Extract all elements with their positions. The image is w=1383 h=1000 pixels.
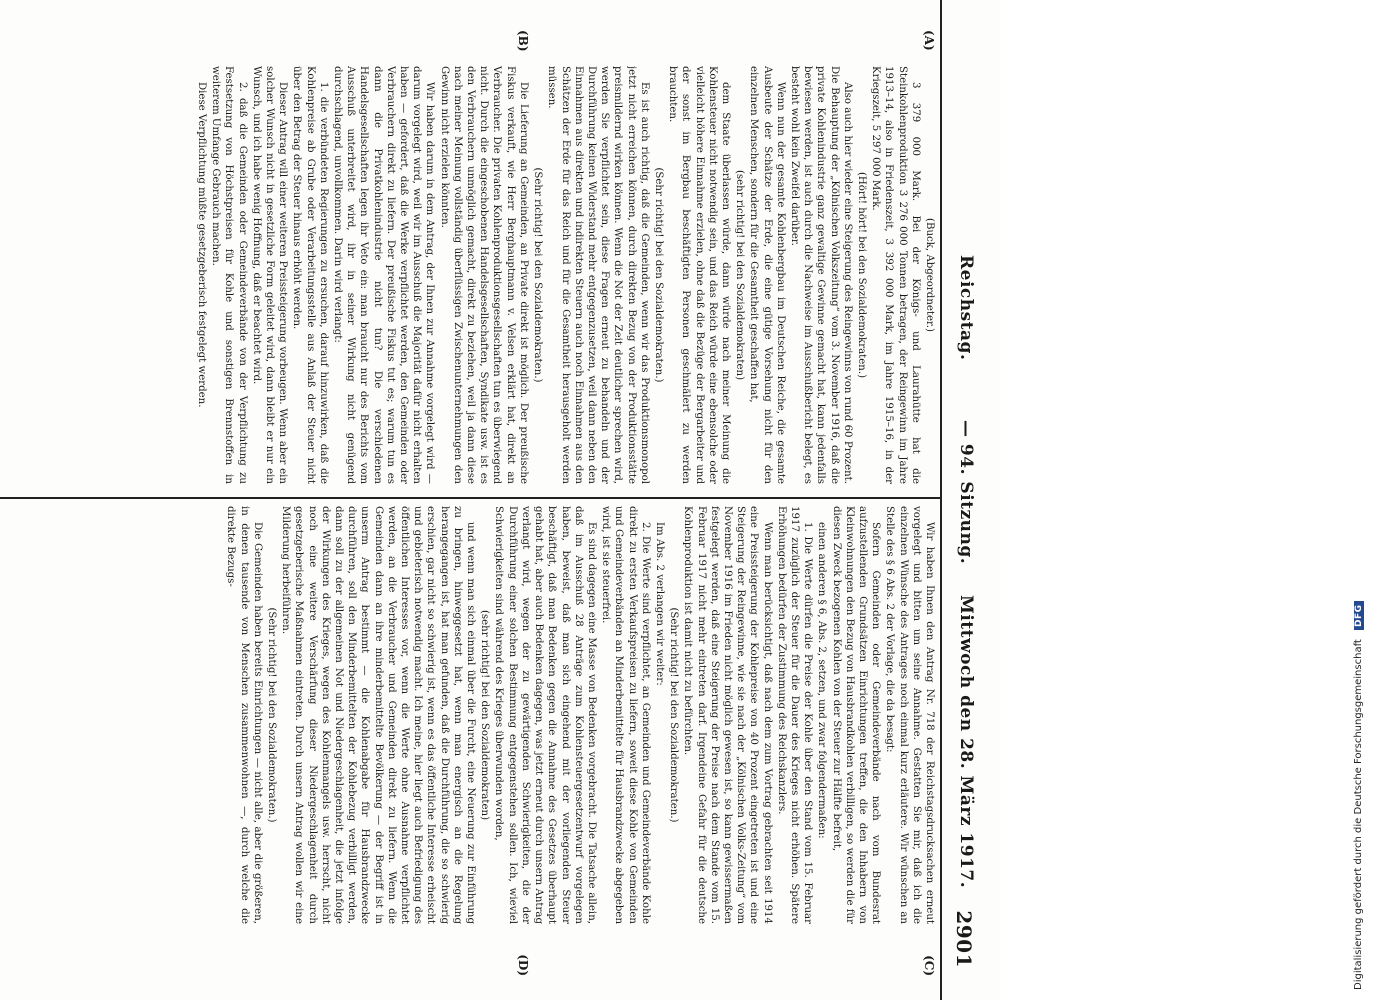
interjection: (sehr richtig! bei den Sozialdemokraten) xyxy=(734,169,746,381)
paragraph: Es ist auch richtig, daß die Gemeinden, wenn wir das Produktionsmonopol jetzt nicht erreichen können, durch direkten Bezug von der Produktionsstätte preismildernd wirken können. Wenn die Not der Zeit deutlicher sprechen wird, werden Sie verpflichtet sein, diese Fragen erneut zu behandeln und der Durchführung keinen Widerstand mehr entgegenzusetzen, weil dann neben den Einnahmen aus direkten und indirekten Steuern auch noch Einnahmen aus den Schätzen der Erde für das Reich und für die Gesamtheit herausgeholt werden müssen. xyxy=(546,66,650,484)
paragraph: Die Lieferung an Gemeinden, an Private direkt ist möglich. Der preußische Fiskus verkauft, wie Herr Berghauptmann v. Velsen erklärt hat, direkt an Verbraucher. Die privaten Kohlenproduktionsgesellschaften tun es überwiegend nicht. Durch die eingeschobenen Handelsgesellschaften, Syndikate usw. ist es den Verbrauchern unmöglich gemacht, direkt zu beziehen, weil ja dann diese nach meiner Meinung vollständig überflüssigen Zwischenunternehmungen den Gewinn nicht erzielen könnten. xyxy=(438,66,529,484)
interjection: (Sehr richtig! bei den Sozialdemokraten.) xyxy=(266,607,278,823)
paragraph: Wenn nun der gesamte Kohlenbergbau im Deutschen Reiche, die gesamte Ausbeute der Schätze der Erde, die eine gütige Vorsehung nicht für den einzelnen Menschen, sondern für die Gesamtheit geschaffen hat, xyxy=(748,66,786,484)
interjection: (Hört! hört! bei den Sozialdemokraten.) xyxy=(855,171,867,379)
page-number: 2901 xyxy=(952,910,976,968)
digitization-credit xyxy=(1345,0,1383,1000)
margin-marker-d: (D) xyxy=(516,954,530,976)
paragraph: Wir haben Ihnen den Antrag Nr. 718 der Reichstagsdrucksachen erneut vorgelegt und bitten um seine Annahme. Gestatten Sie mir, daß ich die einzelnen Wünsche des Antrages noch einmal kurz erläutere. Wir wünschen an Stelle des § 6 Abs. 2 der Vorlage, die da besagt: xyxy=(884,506,935,924)
interjection: (Sehr richtig! bei den Sozialdemokraten.) xyxy=(652,167,664,383)
paragraph: dem Staate überlassen würde, dann würde nach meiner Meinung die Kohlensteuer nicht notwendig sein, und das Reich würde eine ebensolche oder vielleicht höhere Einnahme erzielen, ohne daß die Bezüge der Bergarbeiter und der sonst im Bergbau beschäftigten Personen geschmälert zu werden brauchten. xyxy=(667,66,731,484)
paragraph: und wenn man sich einmal über die Furcht, eine Neuerung zur Einführung zu bringen, hinweggesetzt hat, wenn man energisch an die Regelung herangegangen ist, hat man gefunden, daß die Durchführung, die so schwierig erschien, gar nicht so schwierig ist, wenn es das öffentliche Interesse erheischt und gebieterisch notwendig macht. Ich meine, hier liegt auch Befriedigung des öffentlichen Interesses vor, wenn die Werte ohne Ausnahme verpflichtet werden, an die Verbraucher und Gemeinden direkt zu liefern. Wenn die Gemeinden dann an ihre minderbemittelte Bevölkerung — der Begriff ist in unserm Antrag bestimmt — die Kohlenabgabe für Hausbrandzwecke durchführen, soll den Minderbemittelten der Kohlebezug verbilligt werden, dann soll zu der allgemeinen Not und Niedergeschlagenheit, die jetzt infolge der Wirkungen des Krieges, wegen des Kohlenmangels usw. herrscht, nicht noch eine weitere Verschärfung dieser Niedergeschlagenheit durch gesetzgeberische Maßnahmen eintreten. Durch unsern Antrag wollen wir eine Milderung herbeiführen. xyxy=(280,506,477,924)
paragraph: Es sind dagegen eine Masse von Bedenken vorgebracht. Die Tatsache allein, daß im Ausschuß 28 Anträge zum Kohlensteuergesetzentwurf vorgelegen haben, beweist, daß man sich eingehend mit der vorliegenden Steuer beschäftigt, daß man Bedenken gegen die Annahme des Gesetzes überhaupt gehabt hat, aber auch Bedenken dagegen, was jetzt erneut durch unsern Antrag verlangt wird, wegen der zu gewärtigenden Schwierigkeiten, die der Durchführung einer solchen Bestimmung entgegenstehen sollen. Ich, wieviel Schwierigkeiten sind während des Krieges überwunden worden, xyxy=(493,506,597,924)
paragraph: 2. Die Werte sind verpflichtet, an Gemeinden und Gemeindeverbände Kohle direkt zu ersten Verkaufspreisen zu liefern, soweit diese Kohle von Gemeinden und Gemeindeverbänden an Minderbemittelte für Hausbrandzwecke abgegeben wird, ist sie steuerfrei. xyxy=(600,506,651,924)
paragraph: Die Gemeinden haben bereits Einrichtungen — nicht alle, aber die größeren, in denen tausende von Menschen zusammenwohnen —, durch welche die direkte Bezugs- xyxy=(225,506,263,924)
paragraph: 1. Die Werte dürfen die Preise der Kohle über den Stand vom 15. Februar 1917 zuzüglich der Steuer für die Dauer des Krieges nicht erhöhen. Spätere Erhöhungen bedürfen der Zustimmung des Reichskanzlers. xyxy=(775,506,814,924)
dfg-logo: DFG xyxy=(1354,601,1364,630)
paragraph: Sofern Gemeinden oder Gemeindeverbände nach vom Bundesrat aufzustellenden Grundsätzen Einrichtungen treffen, die den Inhabern von Kleinwohnungen den Bezug von Hausbrandkohlen verbilligen, so werden die für diesen Zweck bezogenen Kohlen von der Steuer zur Hälfte befreit, xyxy=(830,506,882,924)
paragraph: einen anderen § 6, Abs. 2, setzen, und zwar folgendermaßen: xyxy=(816,522,828,839)
credit-text: Digitalisierung gefördert durch die Deutsche Forschungsgemeinschaft xyxy=(1353,639,1364,990)
interjection: (Buck, Abgeordneter.) xyxy=(924,217,935,332)
header-session: — 94. Sitzung. xyxy=(956,420,976,565)
paragraph: 3 379 000 Mark. Bei der Königs- und Laurahütte hat die Steinkohlenproduktion 3 276 000 Tonnen betragen, der Reingewinn im Jahre 1913–14, also in Friedenszeit, 3 392 000 Mark, im Jahre 1915–16, in der Kriegszeit, 5 297 000 Mark. xyxy=(870,66,921,484)
paragraph: Wenn man berücksichtigt, daß nach dem zum Vortrag gebrachten seit 1914 eine Preissteigerung der Kohlepreise von 40 Prozent eingetreten ist und eine Steigerung der Reingewinne, wie sie nach der „Kölnischen Volks-Zeitung“ vom November 1916 im Frieden nicht möglich gewesen ist, so kann gewissermaßen festgelegt werden, daß eine Steigerung der Preise nach dem Stande vom 15. Februar 1917 nicht mehr eintreten darf. Irgendeine Gefahr für die deutsche Kohlenproduktion ist damit nicht zu befürchten. xyxy=(682,506,773,924)
interjection: (Sehr richtig! bei den Sozialdemokraten.) xyxy=(668,607,680,823)
interjection: (sehr richtig! bei den Sozialdemokraten) xyxy=(479,609,491,821)
paragraph: Diese Verpflichtung müßte gesetzgeberisch festgelegt werden. xyxy=(196,82,208,408)
margin-marker-c: (C) xyxy=(922,955,936,976)
margin-marker-b: (B) xyxy=(516,30,530,52)
header-date: Mittwoch den 28. März 1917. xyxy=(956,595,976,889)
paragraph: Dieser Antrag will einer weiteren Preissteigerung vorbeugen. Wenn aber ein solcher Wunsch nicht in gesetzliche Form geleitet wird, dann bleibt er nur ein Wunsch, und ich habe wenig Hoffnung, daß er beachtet wird. xyxy=(250,66,289,484)
interjection: (Sehr richtig! bei den Sozialdemokraten.) xyxy=(532,167,544,383)
column-divider xyxy=(0,497,940,499)
paragraph: Also auch hier wieder eine Steigerung des Reingewinns von rund 60 Prozent. Die Behauptung der „Kölnischen Volkszeitung“ vom 3. November 1916, daß die private Kohlenindustrie ganz gewaltige Gewinne gemacht hat, kann jedenfalls bewiesen werden, ist auch durch die Nachweise im Ausschußbericht belegt, es besteht wohl kein Zweifel darüber. xyxy=(788,66,853,484)
header-left: Reichstag. xyxy=(956,255,976,361)
paragraph: 2. daß die Gemeinden oder Gemeindeverbände von der Verpflichtung zu Festsetzung von Höchstpreisen für Kohle und sonstigen Brennstoffen in weiterem Umfange Gebrauch machen. xyxy=(210,66,248,484)
page-header xyxy=(940,0,992,1000)
left-column xyxy=(0,66,936,484)
margin-marker-a: (A) xyxy=(922,30,936,51)
paragraph: Wir haben darum in dem Antrag, der Ihnen zur Annahme vorgelegt wird — darum vorgelegt wird, weil wir im Ausschuß die Majorität dafür nicht erhalten haben — gefordert, daß die Werke verpflichtet werden, den Gemeinden oder Verbrauchern direkt zu liefern. Der preußische Fiskus tut es; warum tun es dann die Privatkohlenindustrie nicht tun? Die verschiedenen Handelsgesellschaften legen ihr Veto ein: man braucht nur des Berichts vom Ausschuß unterbreitet wird, ihr in seiner Wirkung nicht genügend durchschlagend, unvollkommen. Darin wird verlangt: xyxy=(332,66,436,484)
paragraph: Im Abs. 2 verlangen wir weiter: xyxy=(653,522,665,686)
paragraph: 1. die verbündeten Regierungen zu ersuchen, darauf hinzuwirken, daß die Kohlenpreise ab Grube oder Verarbeitungsstelle aus Anlaß der Steuer nicht über den Betrag der Steuer hinaus erhöht werden. xyxy=(291,66,329,484)
right-column xyxy=(0,506,936,924)
